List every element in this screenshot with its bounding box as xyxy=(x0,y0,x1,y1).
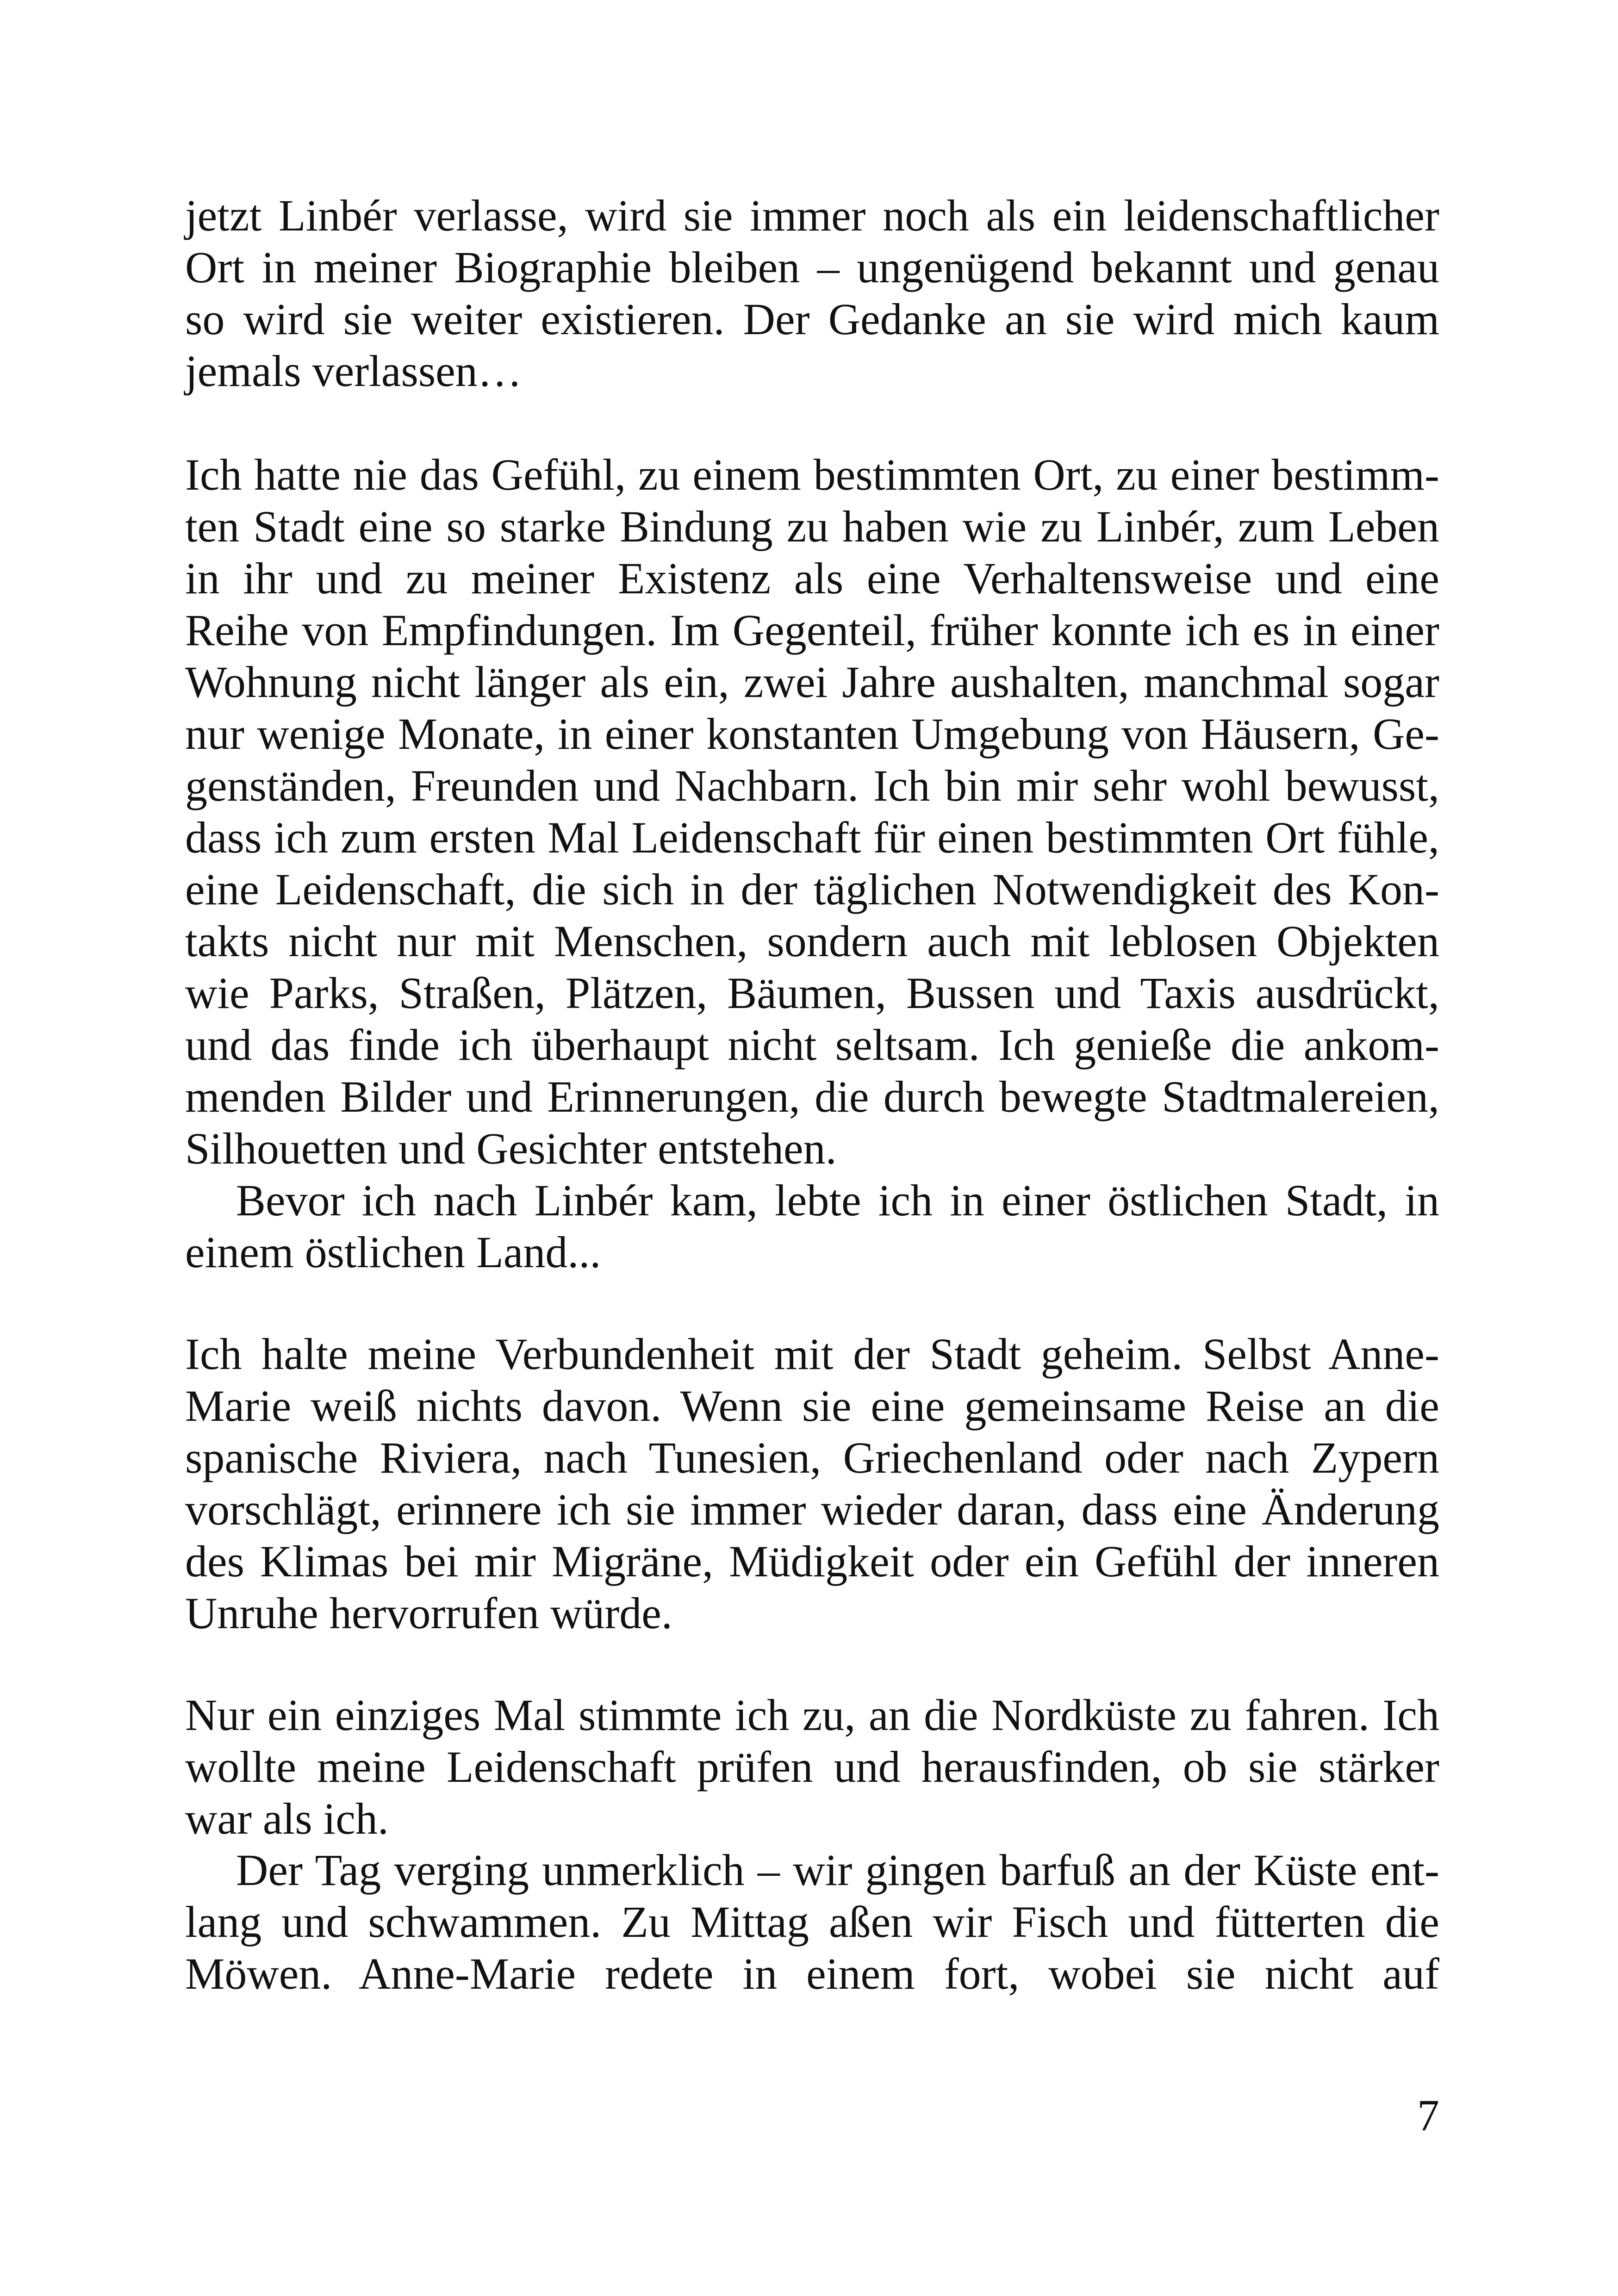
text-line: einem östlichen Land... xyxy=(185,1227,601,1277)
text-line: des Klimas bei mir Migräne, Müdigkeit oder ein Gefühl der inneren xyxy=(185,1537,1439,1586)
text-line: Ich hatte nie das Gefühl, zu einem bestimmten Ort, zu einer bestimm- xyxy=(185,450,1439,499)
text-line: dass ich zum ersten Mal Leidenschaft für einen bestimmten Ort fühle, xyxy=(185,813,1439,862)
text-line: lang und schwammen. Zu Mittag aßen wir Fisch und fütterten die xyxy=(185,1897,1439,1947)
text-line: Unruhe hervorrufen würde. xyxy=(185,1588,672,1638)
text-line: so wird sie weiter existieren. Der Gedanke an sie wird mich kaum xyxy=(185,294,1439,344)
text-line: jetzt Linbér verlasse, wird sie immer noch als ein leidenschaftlicher xyxy=(185,191,1439,240)
paragraph-2 xyxy=(185,449,1439,1175)
text-line: Reihe von Empfindungen. Im Gegenteil, früher konnte ich es in einer xyxy=(185,605,1439,655)
text-line: nur wenige Monate, in einer konstanten Umgebung von Häusern, Ge- xyxy=(185,709,1439,759)
text-line: Möwen. Anne-Marie redete in einem fort, wobei sie nicht auf xyxy=(185,1949,1439,1998)
text-line: Ort in meiner Biographie bleiben – ungenügend bekannt und genau xyxy=(185,243,1439,292)
text-line: wie Parks, Straßen, Plätzen, Bäumen, Bussen und Taxis ausdrückt, xyxy=(185,968,1439,1018)
text-line: spanische Riviera, nach Tunesien, Griechenland oder nach Zypern xyxy=(185,1433,1439,1482)
text-line: Silhouetten und Gesichter entstehen. xyxy=(185,1124,837,1173)
text-line: war als ich. xyxy=(185,1794,389,1843)
paragraph-5 xyxy=(185,1689,1439,1845)
paragraph-3 xyxy=(185,1175,1439,1278)
text-line: genständen, Freunden und Nachbarn. Ich bin mir sehr wohl bewusst, xyxy=(185,761,1439,810)
text-line: takts nicht nur mit Menschen, sondern auch mit leblosen Objekten xyxy=(185,916,1439,966)
text-line: vorschlägt, erinnere ich sie immer wieder daran, dass eine Änderung xyxy=(185,1485,1439,1534)
text-line: in ihr und zu meiner Existenz als eine Verhaltensweise und eine xyxy=(185,554,1439,603)
paragraph-4 xyxy=(185,1328,1439,1639)
text-line: Bevor ich nach Linbér kam, lebte ich in einer östlichen Stadt, in xyxy=(236,1176,1439,1225)
text-line: jemals verlassen… xyxy=(185,346,522,396)
text-line: Der Tag verging unmerklich – wir gingen barfuß an der Küste ent- xyxy=(236,1845,1439,1895)
page-number: 7 xyxy=(1417,2091,1439,2140)
paragraph-1 xyxy=(185,190,1439,397)
text-line: Nur ein einziges Mal stimmte ich zu, an die Nordküste zu fahren. Ich xyxy=(185,1690,1439,1740)
text-line: Marie weiß nichts davon. Wenn sie eine gemeinsame Reise an die xyxy=(185,1381,1439,1431)
paragraph-6 xyxy=(185,1844,1439,2000)
text-line: und das finde ich überhaupt nicht seltsam. Ich genieße die ankom- xyxy=(185,1020,1439,1070)
text-line: ten Stadt eine so starke Bindung zu haben wie zu Linbér, zum Leben xyxy=(185,502,1439,551)
text-line: wollte meine Leidenschaft prüfen und herausfinden, ob sie stärker xyxy=(185,1742,1439,1792)
text-line: menden Bilder und Erinnerungen, die durch bewegte Stadtmalereien, xyxy=(185,1072,1439,1121)
text-line: eine Leidenschaft, die sich in der täglichen Notwendigkeit des Kon- xyxy=(185,865,1439,914)
text-line: Ich halte meine Verbundenheit mit der Stadt geheim. Selbst Anne- xyxy=(185,1329,1439,1379)
text-line: Wohnung nicht länger als ein, zwei Jahre aushalten, manchmal sogar xyxy=(185,657,1439,707)
